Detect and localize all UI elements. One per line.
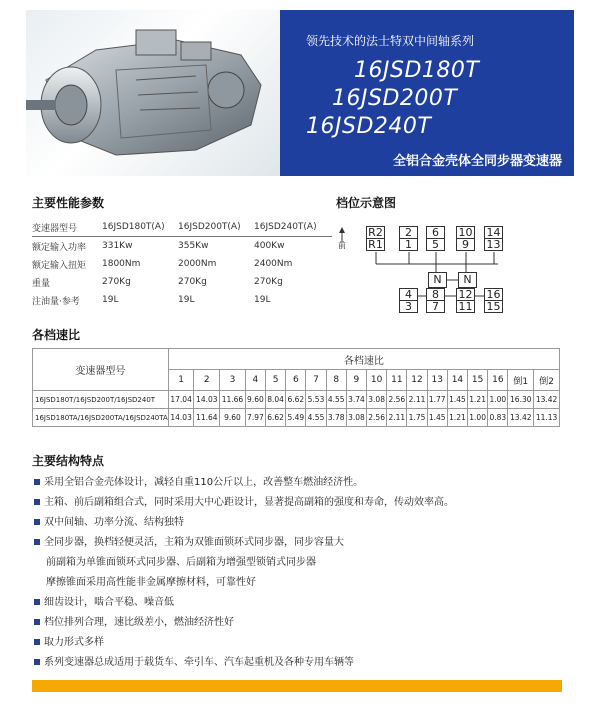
neutral-label: N (463, 273, 472, 286)
gear-column-header: 7 (306, 370, 326, 391)
gear-label: 16 (486, 288, 501, 301)
gear-column-header: 倒1 (508, 370, 534, 391)
ratio-cell: 9.60 (220, 409, 246, 427)
ratio-cell: 1.00 (488, 391, 508, 409)
gear-column-header: 4 (245, 370, 265, 391)
shift-diagram (334, 218, 534, 318)
ratio-cell: 13.42 (508, 409, 534, 427)
neutral-slot-1 (428, 272, 447, 288)
feature-text: 双中间轴、功率分流、结构独特 (44, 517, 184, 528)
gear-column-header: 5 (266, 370, 286, 391)
table-row (32, 255, 332, 273)
ratio-cell: 11.13 (534, 409, 560, 427)
list-item (34, 553, 554, 573)
cell: 19L (254, 295, 271, 305)
gear-label: 15 (486, 300, 501, 313)
gear-column-header: 16 (488, 370, 508, 391)
ratio-cell: 4.55 (326, 391, 346, 409)
model-header: 变速器型号 (33, 349, 169, 391)
transmission-photo (26, 10, 280, 176)
cell: 270Kg (254, 277, 283, 287)
gear-label: 3 (400, 300, 417, 312)
gear-label: 2 (405, 226, 412, 239)
forward-label: 前 (338, 241, 346, 250)
gear-label: 10 (458, 226, 473, 239)
ratio-cell: 6.62 (286, 391, 306, 409)
row-model-name: 16JSD180T/16JSD200T/16JSD240T (33, 391, 169, 409)
ratio-cell: 5.53 (306, 391, 326, 409)
row-model-name: 16JSD180TA/16JSD200TA/16JSD240TA (33, 409, 169, 427)
row-label: 额定输入扭矩 (32, 260, 87, 271)
ratio-cell: 5.49 (286, 409, 306, 427)
ratio-cell: 1.45 (447, 391, 467, 409)
table-row (32, 273, 332, 291)
ratio-cell: 16.30 (508, 391, 534, 409)
cell: 2400Nm (254, 259, 293, 269)
gear-slot-r (366, 226, 385, 251)
gear-slot-2-1 (399, 226, 418, 251)
gear-label: 11 (458, 300, 473, 313)
ratio-cell: 4.55 (306, 409, 326, 427)
row-label: 额定输入功率 (32, 242, 87, 253)
gear-label: 12 (458, 288, 473, 301)
table-row (33, 409, 560, 427)
gear-label: R1 (368, 238, 383, 251)
ratio-cell: 6.62 (266, 409, 286, 427)
gear-label: 9 (457, 238, 474, 250)
cell: 331Kw (102, 241, 133, 251)
gear-column-header: 14 (447, 370, 467, 391)
title-band (280, 10, 574, 176)
ratio-cell: 2.56 (387, 391, 407, 409)
table-row (32, 237, 332, 255)
feature-text: 取力形式多样 (44, 637, 104, 648)
gear-slot-16-15 (484, 288, 503, 313)
ratio-cell: 13.42 (534, 391, 560, 409)
performance-table (32, 218, 332, 309)
gear-slot-10-9 (456, 226, 475, 251)
model-name-2: 16JSD200T (332, 86, 458, 111)
series-subtitle: 领先技术的法士特双中间轴系列 (306, 34, 475, 48)
cell: 1800Nm (102, 259, 141, 269)
gear-column-header: 13 (427, 370, 447, 391)
table-row (32, 291, 332, 309)
cell: 19L (102, 295, 119, 305)
bullet-square-icon (34, 659, 40, 665)
ratio-cell: 2.56 (367, 409, 387, 427)
gear-column-header: 2 (194, 370, 220, 391)
neutral-slot-2 (458, 272, 477, 288)
gear-label: 8 (432, 288, 439, 301)
gear-label: 5 (427, 238, 444, 250)
bullet-square-icon (34, 519, 40, 525)
ratio-cell: 1.00 (468, 409, 488, 427)
ratio-cell: 7.97 (245, 409, 265, 427)
gear-label: 14 (486, 226, 501, 239)
cell: 270Kg (102, 277, 131, 287)
gear-column-header: 12 (407, 370, 427, 391)
model-name-1: 16JSD180T (354, 58, 480, 83)
gear-label: R2 (368, 226, 383, 239)
gear-label: 7 (427, 300, 444, 312)
ratio-cell: 11.64 (194, 409, 220, 427)
cell: 270Kg (178, 277, 207, 287)
performance-title: 主要性能参数 (32, 196, 105, 210)
cell: 2000Nm (178, 259, 217, 269)
gear-slot-8-7 (426, 288, 445, 313)
bullet-square-icon (34, 619, 40, 625)
gear-slot-12-11 (456, 288, 475, 313)
bullet-square-icon (34, 639, 40, 645)
feature-text: 全同步器，换档轻便灵活，主箱为双锥面锁环式同步器，同步容量大 (44, 537, 344, 548)
gear-slot-14-13 (484, 226, 503, 251)
feature-text: 细齿设计，啮合平稳、噪音低 (44, 597, 174, 608)
bullet-square-icon (34, 479, 40, 485)
ratio-cell: 14.03 (194, 391, 220, 409)
gear-label: 13 (486, 238, 501, 251)
features-list (34, 473, 554, 673)
bottom-accent-bar (32, 680, 562, 692)
neutral-label: N (433, 273, 442, 286)
gear-column-header: 11 (387, 370, 407, 391)
ratio-cell: 1.21 (468, 391, 488, 409)
feature-text: 摩擦锥面采用高性能非金属摩擦材料，可靠性好 (46, 577, 256, 588)
header-cell: 16JSD240T(A) (254, 222, 317, 232)
list-item (34, 533, 554, 553)
feature-text: 系列变速器总成适用于载货车、牵引车、汽车起重机及各种专用车辆等 (44, 657, 354, 668)
feature-text: 档位排列合理，速比级差小，燃油经济性好 (44, 617, 234, 628)
ratio-cell: 1.45 (427, 409, 447, 427)
ratio-cell: 3.78 (326, 409, 346, 427)
ratio-cell: 1.77 (427, 391, 447, 409)
cell: 400Kw (254, 241, 285, 251)
hero-banner (26, 10, 574, 176)
gear-column-header: 8 (326, 370, 346, 391)
ratio-table (32, 348, 560, 427)
row-label: 注油量·参考 (32, 296, 80, 307)
ratio-title: 各档速比 (32, 328, 81, 342)
ratio-cell: 2.11 (387, 409, 407, 427)
gear-label: 1 (400, 238, 417, 250)
list-item (34, 633, 554, 653)
ratio-cell: 1.75 (407, 409, 427, 427)
feature-text: 主箱、前后副箱组合式，同时采用大中心距设计，显著提高副箱的强度和寿命，传动效率高。 (44, 497, 454, 508)
gear-column-header: 倒2 (534, 370, 560, 391)
ratio-cell: 3.08 (367, 391, 387, 409)
ratios-header: 各档速比 (168, 349, 559, 370)
list-item (34, 613, 554, 633)
list-item (34, 493, 554, 513)
cell: 355Kw (178, 241, 209, 251)
gear-column-header: 15 (468, 370, 488, 391)
ratio-cell: 14.03 (168, 409, 194, 427)
row-label: 重量 (32, 278, 51, 289)
performance-header-row (32, 218, 332, 237)
feature-text: 采用全铝合金壳体设计，减轻自重110公斤以上，改善整车燃油经济性。 (44, 477, 364, 488)
features-title: 主要结构特点 (32, 454, 105, 468)
ratio-cell: 0.83 (488, 409, 508, 427)
ratio-cell: 11.66 (220, 391, 246, 409)
header-cell: 16JSD180T(A) (102, 222, 165, 232)
header-cell: 变速器型号 (32, 223, 78, 234)
cell: 19L (178, 295, 195, 305)
transmission-illustration (26, 10, 280, 176)
gear-slot-4-3 (399, 288, 418, 313)
gear-label: 6 (432, 226, 439, 239)
ratio-cell: 9.60 (245, 391, 265, 409)
list-item (34, 653, 554, 673)
ratio-cell: 17.04 (168, 391, 194, 409)
gear-column-header: 1 (168, 370, 194, 391)
bullet-square-icon (34, 539, 40, 545)
model-name-3: 16JSD240T (306, 114, 432, 139)
list-item (34, 473, 554, 493)
list-item (34, 573, 554, 593)
ratio-cell: 3.08 (346, 409, 366, 427)
gear-column-header: 6 (286, 370, 306, 391)
gear-column-header: 10 (367, 370, 387, 391)
list-item (34, 593, 554, 613)
ratio-cell: 2.11 (407, 391, 427, 409)
ratio-cell: 1.21 (447, 409, 467, 427)
product-caption: 全铝合金壳体全同步器变速器 (392, 154, 562, 169)
table-row (33, 391, 560, 409)
gear-column-header: 3 (220, 370, 246, 391)
bullet-square-icon (34, 499, 40, 505)
header-cell: 16JSD200T(A) (178, 222, 241, 232)
gear-label: 4 (405, 288, 412, 301)
ratio-cell: 3.74 (346, 391, 366, 409)
gear-column-header: 9 (346, 370, 366, 391)
feature-text: 前副箱为单锥面锁环式同步器、后副箱为增强型锁销式同步器 (46, 557, 316, 568)
list-item (34, 513, 554, 533)
bullet-square-icon (34, 599, 40, 605)
ratio-cell: 8.04 (266, 391, 286, 409)
shift-diagram-title: 档位示意图 (336, 196, 397, 210)
gear-slot-6-5 (426, 226, 445, 251)
